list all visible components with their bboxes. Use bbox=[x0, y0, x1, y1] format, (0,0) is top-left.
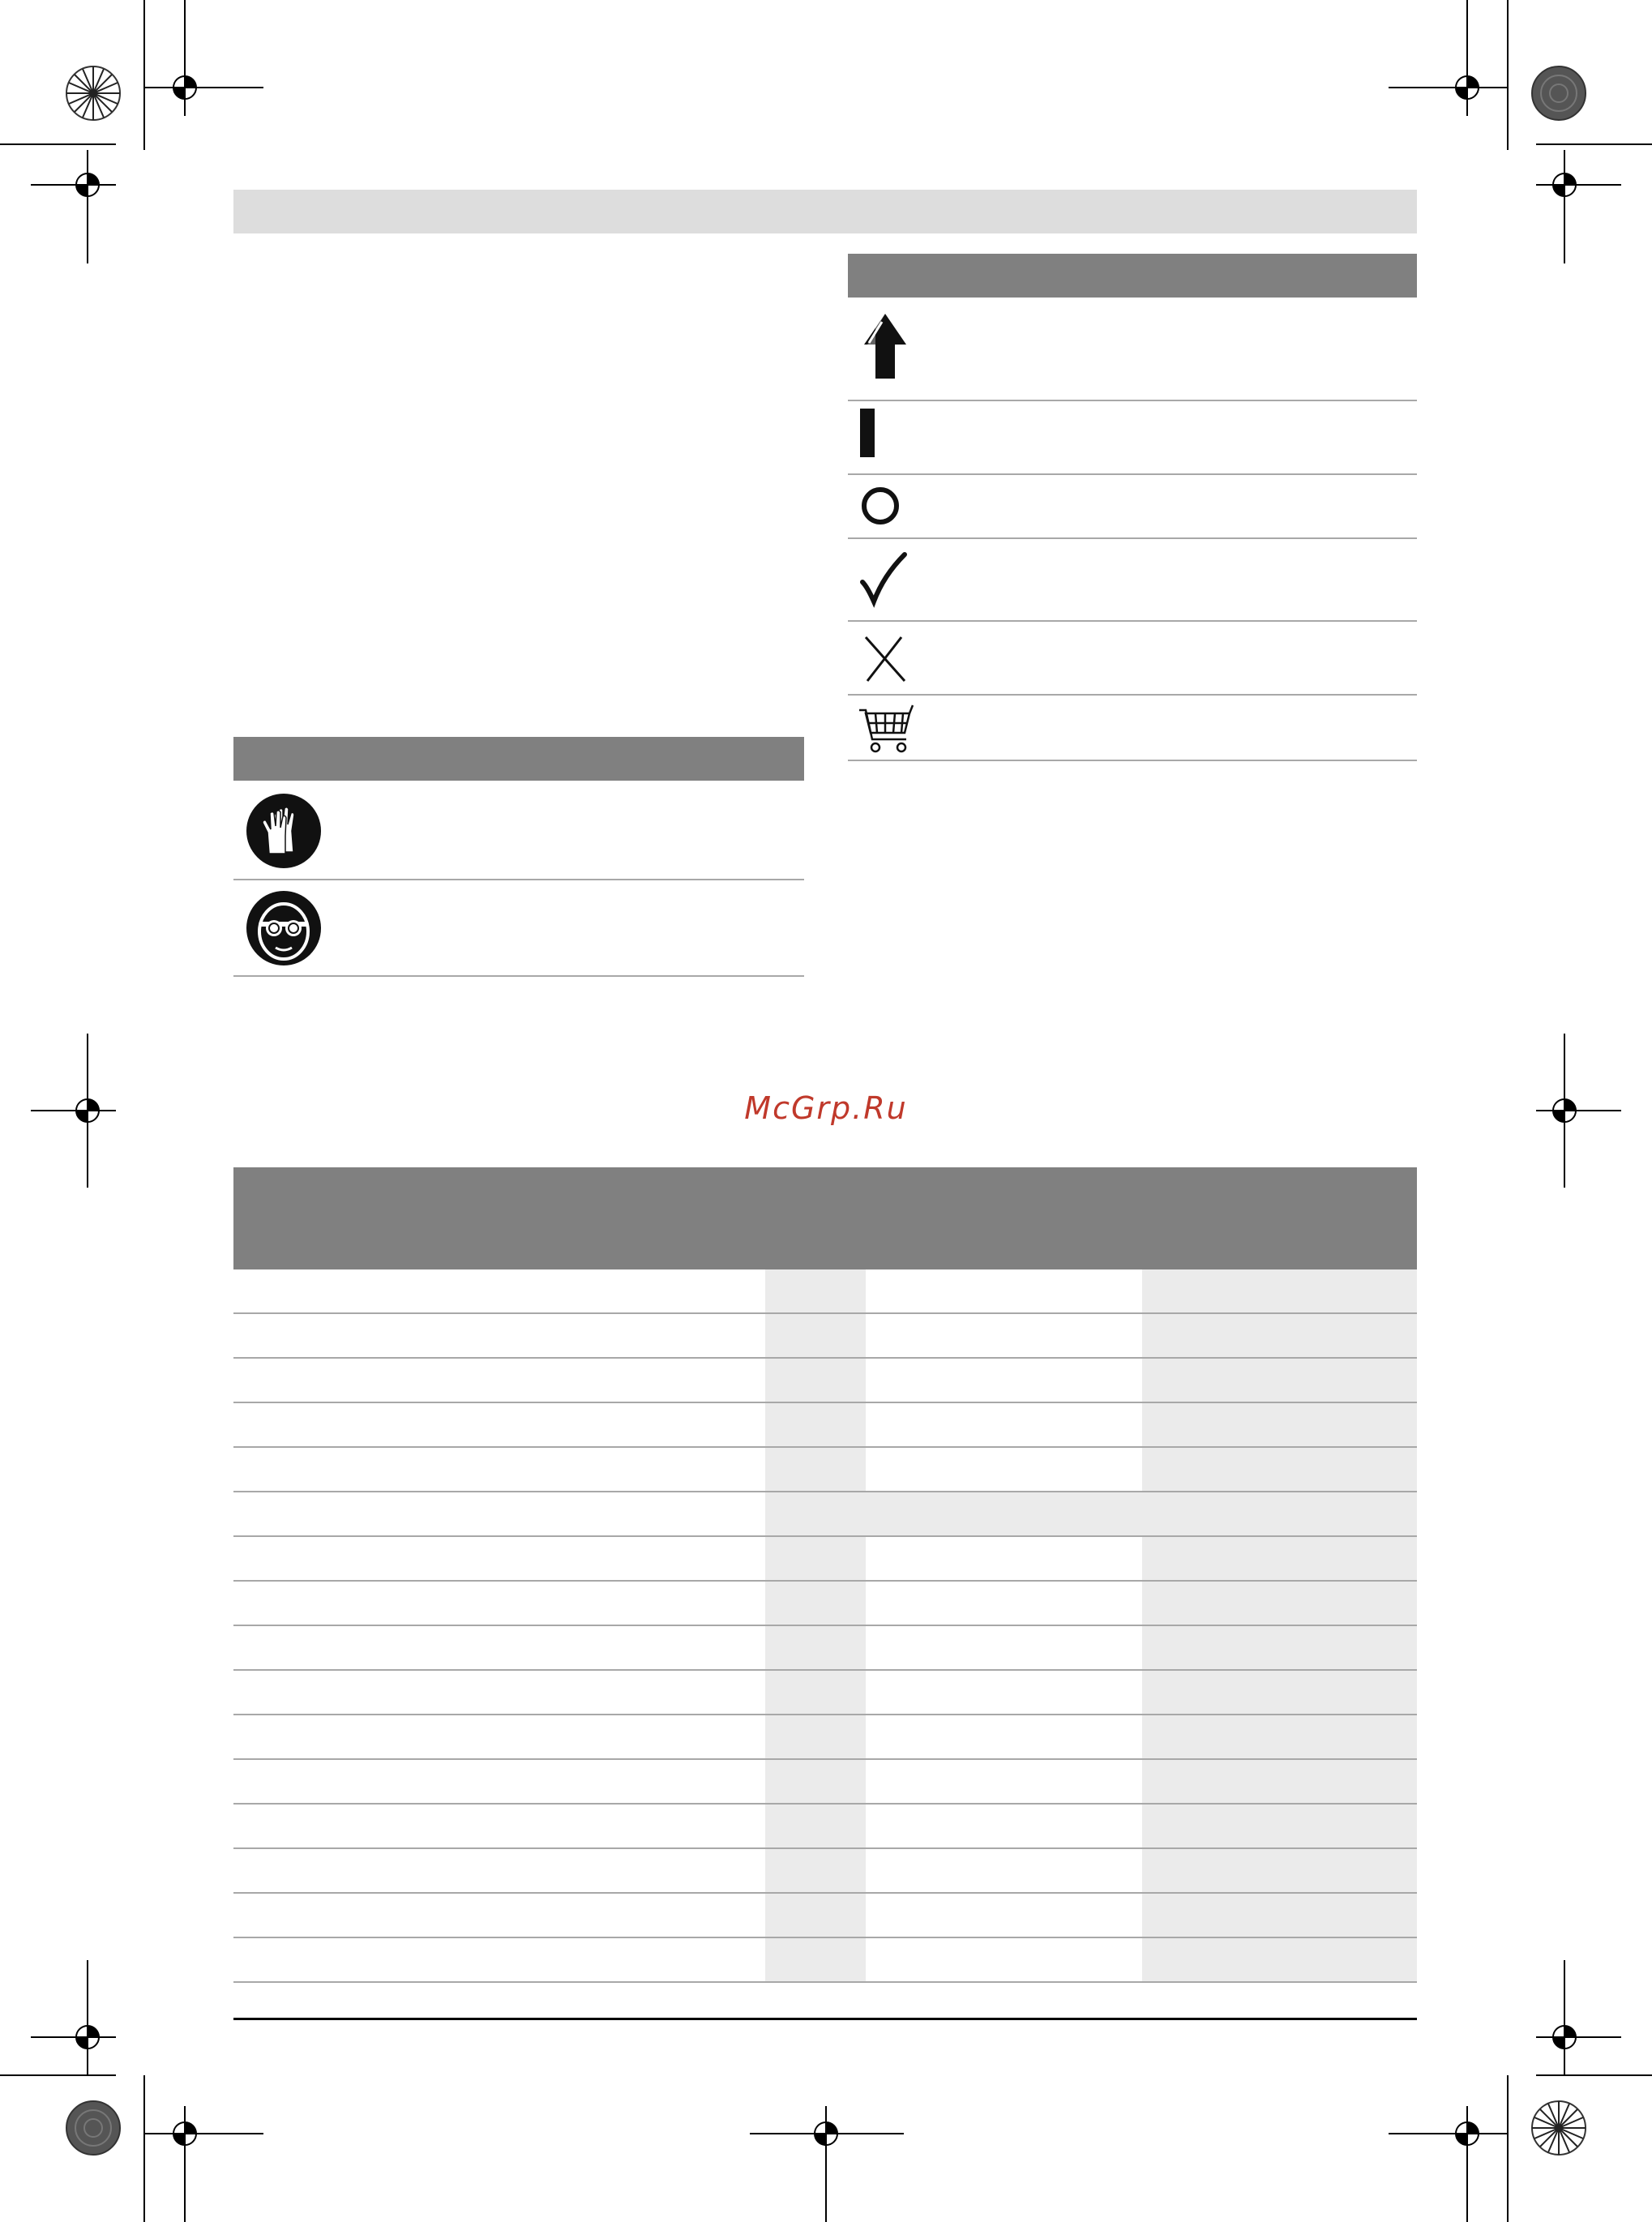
table-cell bbox=[233, 1849, 765, 1892]
table-cell bbox=[1142, 1582, 1417, 1625]
table-cell bbox=[1142, 1269, 1417, 1312]
safety-row-divider bbox=[233, 879, 804, 880]
table-cell bbox=[233, 1894, 765, 1937]
table-cell bbox=[1142, 1359, 1417, 1402]
table-cell bbox=[765, 1359, 866, 1402]
table-cell bbox=[765, 1849, 866, 1892]
table-cell bbox=[765, 1582, 866, 1625]
table-row bbox=[233, 1582, 1417, 1626]
table-cell bbox=[866, 1269, 1142, 1312]
table-cell bbox=[866, 1849, 1142, 1892]
table-cell bbox=[866, 1626, 1142, 1669]
table-cell bbox=[233, 1938, 765, 1981]
on-bar-icon bbox=[857, 407, 881, 460]
table-cell bbox=[233, 1403, 765, 1446]
upward-arrow-icon bbox=[861, 312, 909, 385]
safety-row-divider bbox=[233, 975, 804, 977]
table-cell bbox=[233, 1448, 765, 1491]
table-cell bbox=[866, 1448, 1142, 1491]
table-cell bbox=[765, 1715, 866, 1758]
table-cell bbox=[233, 1269, 765, 1312]
table-cell bbox=[866, 1760, 1142, 1803]
table-cell bbox=[765, 1537, 866, 1580]
symbol-row-divider bbox=[848, 400, 1417, 401]
table-cell bbox=[1142, 1626, 1417, 1669]
table-cell bbox=[866, 1805, 1142, 1847]
table-cell bbox=[866, 1582, 1142, 1625]
table-cell bbox=[866, 1403, 1142, 1446]
table-cell bbox=[1142, 1805, 1417, 1847]
table-row bbox=[233, 1269, 1417, 1314]
table-cell bbox=[1142, 1894, 1417, 1937]
table-cell bbox=[765, 1626, 866, 1669]
table-cell bbox=[233, 1314, 765, 1357]
table-row bbox=[233, 1314, 1417, 1359]
table-cell bbox=[233, 1671, 765, 1714]
table-cell bbox=[765, 1269, 866, 1312]
table-row bbox=[233, 1448, 1417, 1492]
table-cell bbox=[233, 1626, 765, 1669]
table-cell bbox=[765, 1805, 866, 1847]
table-cell bbox=[233, 1359, 765, 1402]
table-row bbox=[233, 1359, 1417, 1403]
table-cell bbox=[1142, 1760, 1417, 1803]
page-header-band bbox=[233, 190, 1417, 233]
table-cell bbox=[1142, 1715, 1417, 1758]
table-cell bbox=[866, 1314, 1142, 1357]
table-cell bbox=[765, 1760, 866, 1803]
table-row bbox=[233, 1492, 1417, 1537]
table-row bbox=[233, 1849, 1417, 1894]
table-cell bbox=[1142, 1938, 1417, 1981]
table-cell bbox=[233, 1715, 765, 1758]
table-row bbox=[233, 1626, 1417, 1671]
table-cell bbox=[765, 1671, 866, 1714]
table-cell bbox=[1142, 1314, 1417, 1357]
table-cell bbox=[233, 1582, 765, 1625]
table-cell bbox=[866, 1894, 1142, 1937]
table-cell bbox=[765, 1403, 866, 1446]
symbol-row-divider bbox=[848, 760, 1417, 761]
table-row bbox=[233, 1715, 1417, 1760]
table-cell bbox=[866, 1359, 1142, 1402]
technical-data-table bbox=[233, 1167, 1417, 1983]
table-cell bbox=[1142, 1448, 1417, 1491]
table-row bbox=[233, 1671, 1417, 1715]
table-header bbox=[233, 1167, 1417, 1269]
table-cell bbox=[866, 1537, 1142, 1580]
off-circle-icon bbox=[858, 483, 903, 529]
table-cell bbox=[1142, 1403, 1417, 1446]
page-bottom-rule bbox=[233, 2018, 1417, 2020]
table-row bbox=[233, 1403, 1417, 1448]
table-cell bbox=[765, 1448, 866, 1491]
table-cell bbox=[765, 1894, 866, 1937]
table-body bbox=[233, 1269, 1417, 1983]
table-cell bbox=[765, 1938, 866, 1981]
table-cell bbox=[765, 1314, 866, 1357]
shopping-cart-icon bbox=[858, 704, 916, 756]
table-cell bbox=[233, 1805, 765, 1847]
table-row bbox=[233, 1760, 1417, 1805]
safety-section-header bbox=[233, 737, 804, 781]
table-cell bbox=[1142, 1671, 1417, 1714]
table-cell bbox=[233, 1760, 765, 1803]
table-cell bbox=[866, 1671, 1142, 1714]
table-cell bbox=[233, 1492, 765, 1535]
table-row bbox=[233, 1894, 1417, 1938]
table-cell bbox=[1142, 1849, 1417, 1892]
symbol-row-divider bbox=[848, 537, 1417, 539]
table-cell bbox=[1142, 1537, 1417, 1580]
wear-goggles-icon bbox=[245, 889, 323, 967]
table-cell bbox=[765, 1492, 1417, 1535]
symbol-row-divider bbox=[848, 473, 1417, 475]
table-cell bbox=[866, 1938, 1142, 1981]
cross-icon bbox=[861, 632, 909, 686]
watermark-text: McGrp.Ru bbox=[744, 1090, 908, 1126]
checkmark-icon bbox=[859, 551, 908, 608]
symbol-row-divider bbox=[848, 694, 1417, 696]
table-cell bbox=[866, 1715, 1142, 1758]
table-row bbox=[233, 1938, 1417, 1983]
symbol-row-divider bbox=[848, 620, 1417, 622]
wear-gloves-icon bbox=[245, 792, 323, 870]
table-cell bbox=[233, 1537, 765, 1580]
symbols-section-header bbox=[848, 254, 1417, 298]
table-row bbox=[233, 1805, 1417, 1849]
table-row bbox=[233, 1537, 1417, 1582]
